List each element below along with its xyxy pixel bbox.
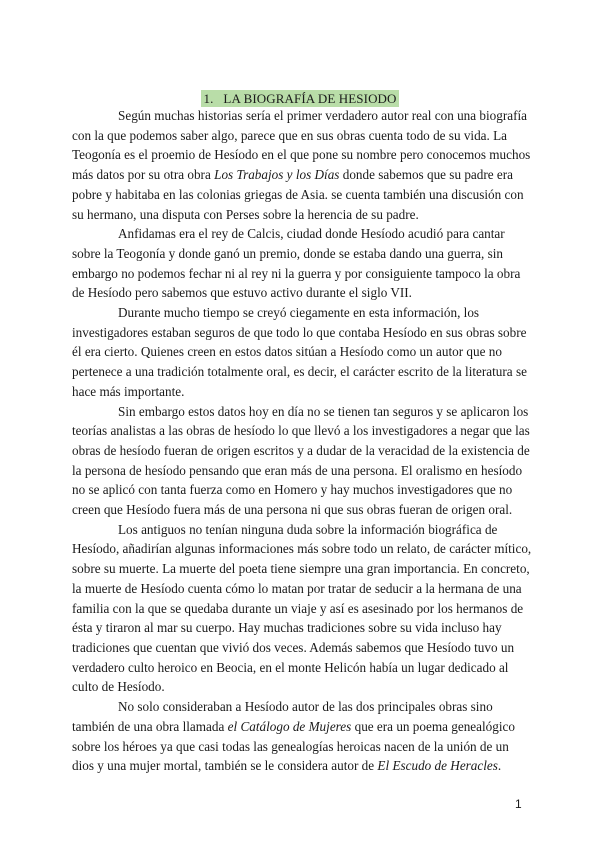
paragraph: [72, 697, 532, 776]
body-text: [72, 106, 532, 776]
paragraph-text: Sin embargo estos datos hoy en día no se tienen tan seguros y se aplicaron los teorías analistas a las obras de hesíodo lo que llevó a los investigadores a negar que las obras de hesíodo fueran de origen escritos y a dudar de la veracidad de la existencia de la persona de hesíodo pensando que eran más de una persona. El oralismo en hesíodo no se aplicó con tanta fuerza como en Homero y hay muchos investigadores que no creen que Hesíodo fuera más de una persona ni que sus obras fueran de origen oral.: [72, 403, 530, 518]
paragraph-text: Anfidamas era el rey de Calcis, ciudad donde Hesíodo acudió para cantar sobre la Teogonía y donde ganó un premio, donde se estaba dando una guerra, sin embargo no podemos fechar ni al rey ni la guerra y por consiguiente tampoco la obra de Hesíodo pero sabemos que estuvo activo durante el siglo VII.: [72, 226, 521, 301]
paragraph-text: Durante mucho tiempo se creyó ciegamente en esta información, los investigadores estaban seguros de que todo lo que contaba Hesíodo en sus obras sobre él era cierto. Quienes creen en estos datos sitúan a Hesíodo como un autor que no pertenece a una tradición totalmente oral, es decir, el carácter escrito de la literatura se hace más importante.: [72, 305, 527, 399]
paragraph: [72, 402, 532, 520]
section-number: 1.: [203, 91, 214, 106]
paragraph: [72, 520, 532, 697]
paragraph: [72, 224, 532, 303]
paragraph-text: Los antiguos no tenían ninguna duda sobre la información biográfica de Hesíodo, añadirían algunas informaciones más sobre todo un relato, de carácter mítico, sobre su muerte. La muerte del poeta tiene siempre una gran importancia. En concreto, la muerte de Hesíodo cuenta cómo lo matan por tratar de seducir a la hermana de una familia con la que se quedaba durante un viaje y así es asesinado por los hermanos de ésta y tiraron al mar su cuerpo. Hay muchas tradiciones sobre su vida incluso hay tradiciones que cuentan que vivió dos veces. Además sabemos que Hesíodo tuvo un verdadero culto heroico en Beocia, en el monte Helicón había un lugar dedicado al culto de Hesíodo.: [72, 521, 532, 695]
paragraph-text: Según muchas historias sería el primer verdadero autor real con una biografía con la que podemos saber algo, parece que en sus obras cuenta todo de su vida. La Teogonía es el proemio de Hesíodo en el que pone su nombre pero conocemos muchos más datos por su otra obra: [72, 108, 531, 183]
italic-title: El Escudo de Heracles: [377, 758, 498, 774]
paragraph-text: donde sabemos que su padre era pobre y habitaba en las colonias griegas de Asia. se cuenta también una discusión con su hermano, una disputa con Perses sobre la herencia de su padre.: [72, 167, 524, 222]
italic-title: el Catálogo de Mujeres: [227, 718, 352, 734]
paragraph: [72, 106, 532, 224]
page-number: 1: [515, 797, 522, 811]
paragraph: [72, 303, 532, 402]
italic-title: Los Trabajos y los Días: [214, 167, 340, 183]
paragraph-text: que era un poema genealógico sobre los héroes ya que casi todas las genealogías heroicas nacen de la unión de un dios y una mujer mortal, también se le considera autor de: [72, 718, 515, 774]
paragraph-text: No solo consideraban a Hesíodo autor de las dos principales obras sino también de una obra llamada: [72, 699, 493, 734]
paragraph-text: .: [497, 758, 502, 774]
section-title: LA BIOGRAFÍA DE HESIODO: [223, 91, 397, 106]
section-heading: [201, 90, 398, 107]
